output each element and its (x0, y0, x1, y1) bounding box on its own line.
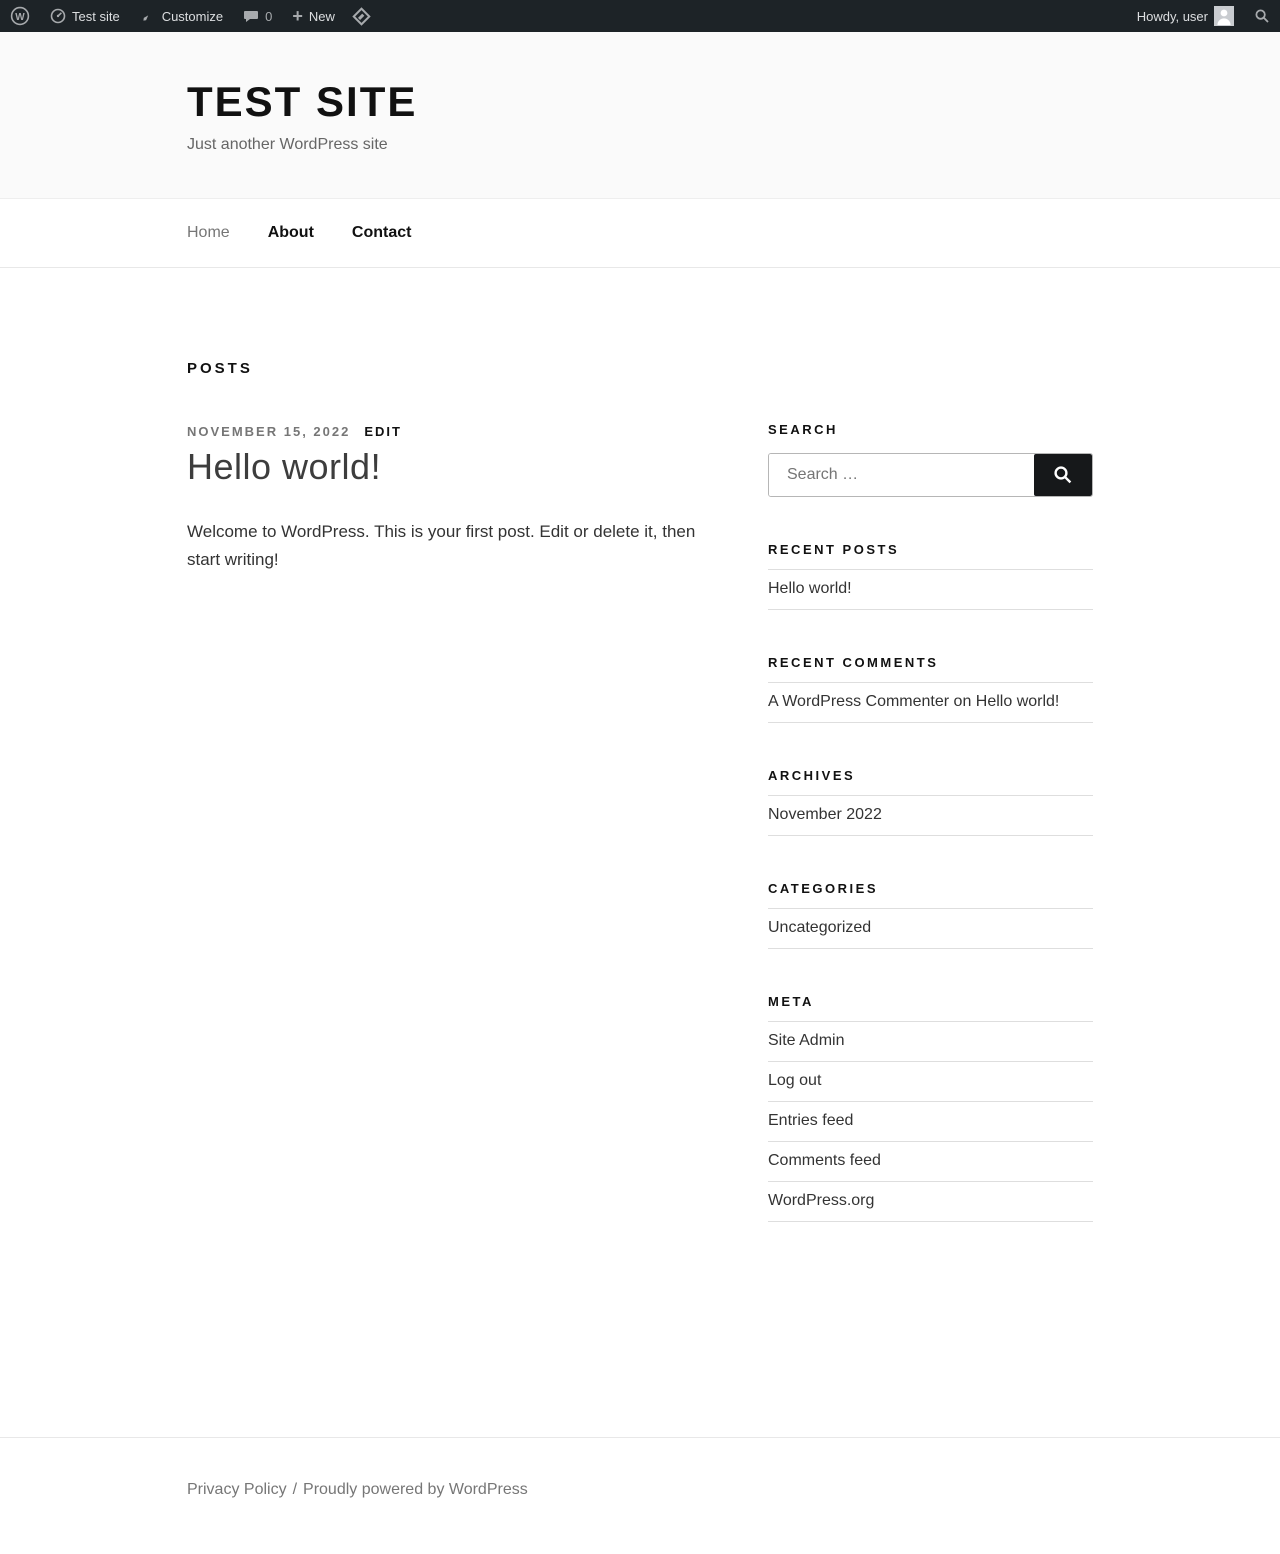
privacy-policy-link[interactable]: Privacy Policy (187, 1481, 287, 1498)
search-icon (1254, 8, 1270, 24)
list-item (768, 1101, 1093, 1141)
admin-bar-plugin-menu[interactable] (345, 0, 378, 32)
comment-bubble-icon (243, 8, 259, 24)
list-item (768, 1021, 1093, 1061)
list-item (768, 1181, 1093, 1222)
admin-bar-left (0, 0, 378, 32)
search-submit-button[interactable] (1034, 454, 1092, 496)
customize-brush-icon (140, 8, 156, 24)
meta-widget (768, 994, 1093, 1222)
admin-bar-search[interactable] (1244, 0, 1280, 32)
recent-posts-widget (768, 542, 1093, 610)
list-item (768, 795, 1093, 836)
meta-wordpress-org-link[interactable]: WordPress.org (768, 1192, 875, 1209)
list-item (768, 1141, 1093, 1181)
meta-entries-feed-link[interactable]: Entries feed (768, 1112, 854, 1129)
admin-bar-site-name-label: Test site (72, 8, 120, 24)
post-date-link[interactable]: NOVEMBER 15, 2022 (187, 424, 351, 439)
page-content (187, 268, 1093, 1267)
search-widget-title: SEARCH (768, 422, 838, 437)
post-edit-link[interactable]: EDIT (364, 424, 402, 439)
admin-bar-my-account[interactable] (1127, 0, 1244, 32)
post-title (187, 446, 732, 488)
howdy-label: Howdy, user (1136, 8, 1208, 24)
post-body: Welcome to WordPress. This is your first post. Edit or delete it, then start writing! (187, 522, 696, 570)
list-item (768, 1061, 1093, 1101)
archive-link[interactable]: November 2022 (768, 806, 882, 823)
admin-bar-comments[interactable] (233, 0, 282, 32)
powered-by-link[interactable]: Proudly powered by WordPress (303, 1481, 528, 1498)
post-title-link[interactable]: Hello world! (187, 446, 382, 487)
comment-post-link[interactable]: Hello world! (975, 693, 1060, 710)
site-tagline: Just another WordPress site (187, 136, 388, 153)
recent-post-link[interactable]: Hello world! (768, 580, 852, 597)
nav-item-about[interactable]: About (267, 224, 314, 241)
admin-bar (0, 0, 1280, 32)
archives-title: ARCHIVES (768, 768, 856, 783)
admin-bar-customize-label: Customize (161, 8, 224, 24)
meta-comments-feed-link[interactable]: Comments feed (768, 1152, 881, 1169)
wordpress-logo-menu[interactable] (0, 0, 40, 32)
site-header (0, 32, 1280, 199)
meta-title: META (768, 994, 814, 1009)
dashboard-gauge-icon (50, 8, 66, 24)
admin-bar-new[interactable] (282, 0, 345, 32)
main-navigation (0, 199, 1280, 268)
recent-posts-title: RECENT POSTS (768, 542, 900, 557)
plus-icon: + (292, 6, 303, 26)
comment-author-link[interactable]: A WordPress Commenter (768, 693, 950, 710)
list-item (768, 682, 1093, 723)
page-title: POSTS (187, 360, 253, 377)
list-item (768, 908, 1093, 949)
recent-comments-title: RECENT COMMENTS (768, 655, 939, 670)
list-item (768, 569, 1093, 610)
admin-bar-site-name[interactable] (40, 0, 130, 32)
archives-widget (768, 768, 1093, 836)
svg-text:W: W (15, 12, 25, 23)
categories-title: CATEGORIES (768, 881, 878, 896)
meta-log-out-link[interactable]: Log out (768, 1072, 822, 1089)
recent-comments-widget (768, 655, 1093, 723)
admin-bar-customize[interactable] (130, 0, 233, 32)
footer-separator: / (292, 1481, 298, 1498)
user-avatar (1214, 6, 1234, 26)
post-meta (187, 424, 732, 439)
posts-column (187, 360, 732, 574)
admin-bar-comment-count: 0 (265, 8, 273, 24)
sidebar (768, 360, 1093, 1267)
meta-site-admin-link[interactable]: Site Admin (768, 1032, 845, 1049)
search-input[interactable] (769, 454, 1034, 496)
search-button-icon (1052, 464, 1074, 486)
post-article (187, 424, 732, 574)
wordpress-logo-icon (10, 6, 30, 26)
nav-item-contact[interactable]: Contact (351, 224, 412, 241)
categories-widget (768, 881, 1093, 949)
search-form (768, 453, 1093, 497)
diamond-plugin-icon (352, 7, 370, 25)
comment-connector: on (949, 693, 976, 710)
site-footer (0, 1437, 1280, 1554)
admin-bar-new-label: New (308, 8, 335, 24)
search-widget (768, 422, 1093, 497)
admin-bar-right (1127, 0, 1280, 32)
nav-item-home[interactable]: Home (187, 224, 230, 241)
category-link[interactable]: Uncategorized (768, 919, 872, 936)
site-title-link[interactable]: TEST SITE (187, 78, 418, 125)
